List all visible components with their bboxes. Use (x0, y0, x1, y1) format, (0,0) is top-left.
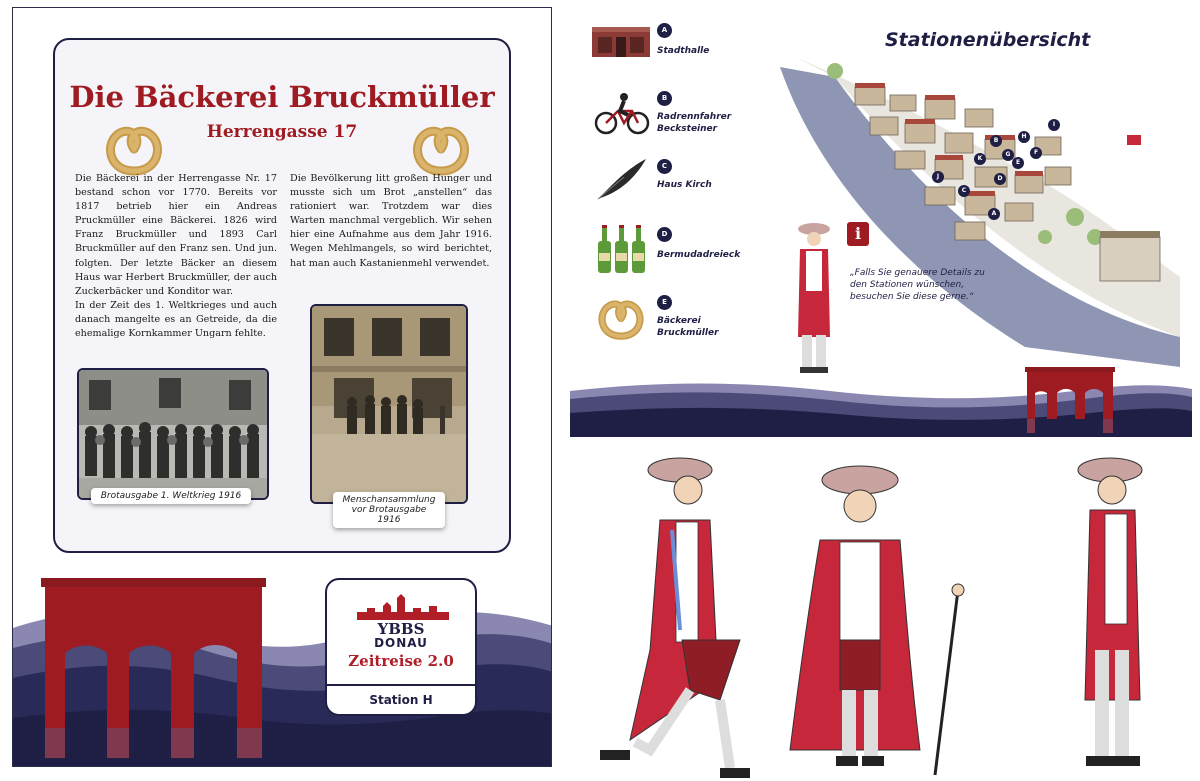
legend-item-c[interactable] (570, 155, 770, 215)
historic-photo-street (310, 304, 468, 504)
cyclist-icon (594, 91, 650, 135)
legend-label (657, 45, 767, 57)
map-marker[interactable]: J (932, 171, 944, 183)
legend-label (657, 179, 767, 191)
legend-item-b[interactable] (570, 87, 770, 147)
character-sheet (590, 450, 1190, 780)
logo-ybbs: YBBS (377, 620, 425, 638)
map-marker[interactable]: G (1002, 149, 1014, 161)
info-icon[interactable]: i (847, 222, 869, 246)
pretzel-icon (594, 291, 648, 341)
bottles-icon (594, 223, 650, 273)
legend-badge: B (657, 91, 672, 106)
character-walking-illustration (600, 458, 750, 778)
divider (327, 684, 475, 686)
legend-badge: A (657, 23, 672, 38)
character-side-illustration (1078, 458, 1142, 766)
station-label: Station H (369, 693, 433, 707)
logo-donau: DONAU (374, 636, 428, 650)
stadthalle-icon (592, 27, 650, 57)
legend-label-line: Bäckerei (657, 316, 701, 326)
map-marker[interactable]: D (994, 173, 1006, 185)
info-card (53, 38, 511, 553)
map-marker[interactable]: F (1030, 147, 1042, 159)
legend-label-line: Bruckmüller (657, 328, 719, 338)
text-column-right (290, 172, 492, 271)
photo-caption (333, 492, 445, 528)
legend-badge: C (657, 159, 672, 174)
legend-label-line: Stadthalle (657, 46, 710, 56)
caption-text: vor Brotausgabe 1916 (351, 505, 427, 525)
legend-label-line: Bermudadreieck (657, 250, 741, 260)
legend-label-line: Haus Kirch (657, 180, 712, 190)
board-subtitle: Herrengasse 17 (206, 122, 358, 142)
map-title: Stationenübersicht (885, 29, 1091, 51)
photo-caption (91, 488, 251, 504)
paragraph: In der Zeit des 1. Weltkrieges und auch danach mangelte es an Getreide, da die ehemalige Kornkammer Ungarn fehlte. (75, 299, 277, 340)
paragraph: Die Bevölkerung litt großen Hunger und musste sich um Brot „anstellen“ das rationiert war. Trotzdem war dies Warten manchmal vergeblich. Wir sehen hier eine Aufnahme aus dem Jahr 1916. Wegen Mehlmangels, so wird berichtet, hat man auch Kastanienmehl verwendet. (290, 173, 492, 269)
board-title: Die Bäckerei Bruckmüller (69, 80, 495, 114)
map-marker[interactable]: I (1048, 119, 1060, 131)
legend-label (657, 111, 767, 135)
legend-item-a[interactable] (570, 19, 770, 79)
legend-badge: E (657, 295, 672, 310)
map-marker[interactable]: H (1018, 131, 1030, 143)
pretzel-icon (101, 115, 167, 177)
bridge-icon (1025, 367, 1115, 435)
map-marker[interactable]: E (1012, 157, 1024, 169)
map-marker[interactable]: K (974, 153, 986, 165)
caption-text: Menschansammlung (342, 495, 436, 505)
text-column-left (75, 172, 277, 341)
bridge-icon (41, 578, 266, 763)
guide-character-illustration (792, 217, 836, 377)
pretzel-icon (408, 115, 474, 177)
caption-text: Brotausgabe 1. Weltkrieg 1916 (100, 491, 242, 501)
station-board-panel (12, 7, 552, 767)
station-overview-panel (570, 7, 1192, 437)
legend-item-e[interactable] (570, 291, 770, 351)
map-marker[interactable]: C (958, 185, 970, 197)
info-text: „Falls Sie genauere Details zu den Stationen wünschen, besuchen Sie diese gerne.“ (850, 268, 985, 302)
historic-photo-crowd (77, 368, 269, 500)
logo-zeitreise: Zeitreise 2.0 (348, 652, 454, 670)
legend-label (657, 249, 767, 261)
legend-label-line: Radrennfahrer (657, 112, 732, 122)
legend-label (657, 315, 767, 339)
character-cane-illustration (790, 466, 964, 775)
legend-item-d[interactable] (570, 223, 770, 283)
paragraph: Die Bäckerei in der Herrengasse Nr. 17 bestand schon vor 1770. Bereits vor 1817 betrieb hier ein Andreas Pruckmüller eine Bäckerei. 1826 wird Franz Bruckmüller und 1893 Carl Bruckmüller auf den Franz sen. Und jun. folgten. Der letzte Bäcker an diesem Haus war Herbert Bruckmüller, der auch Zuckerbäcker und Konditor war. (75, 173, 277, 297)
map-marker[interactable]: A (988, 208, 1000, 220)
station-card (325, 578, 477, 716)
map-marker[interactable]: B (990, 135, 1002, 147)
legend-label-line: Becksteiner (657, 124, 718, 134)
legend-badge: D (657, 227, 672, 242)
quill-icon (596, 157, 648, 201)
town-skyline-icon (357, 594, 449, 620)
